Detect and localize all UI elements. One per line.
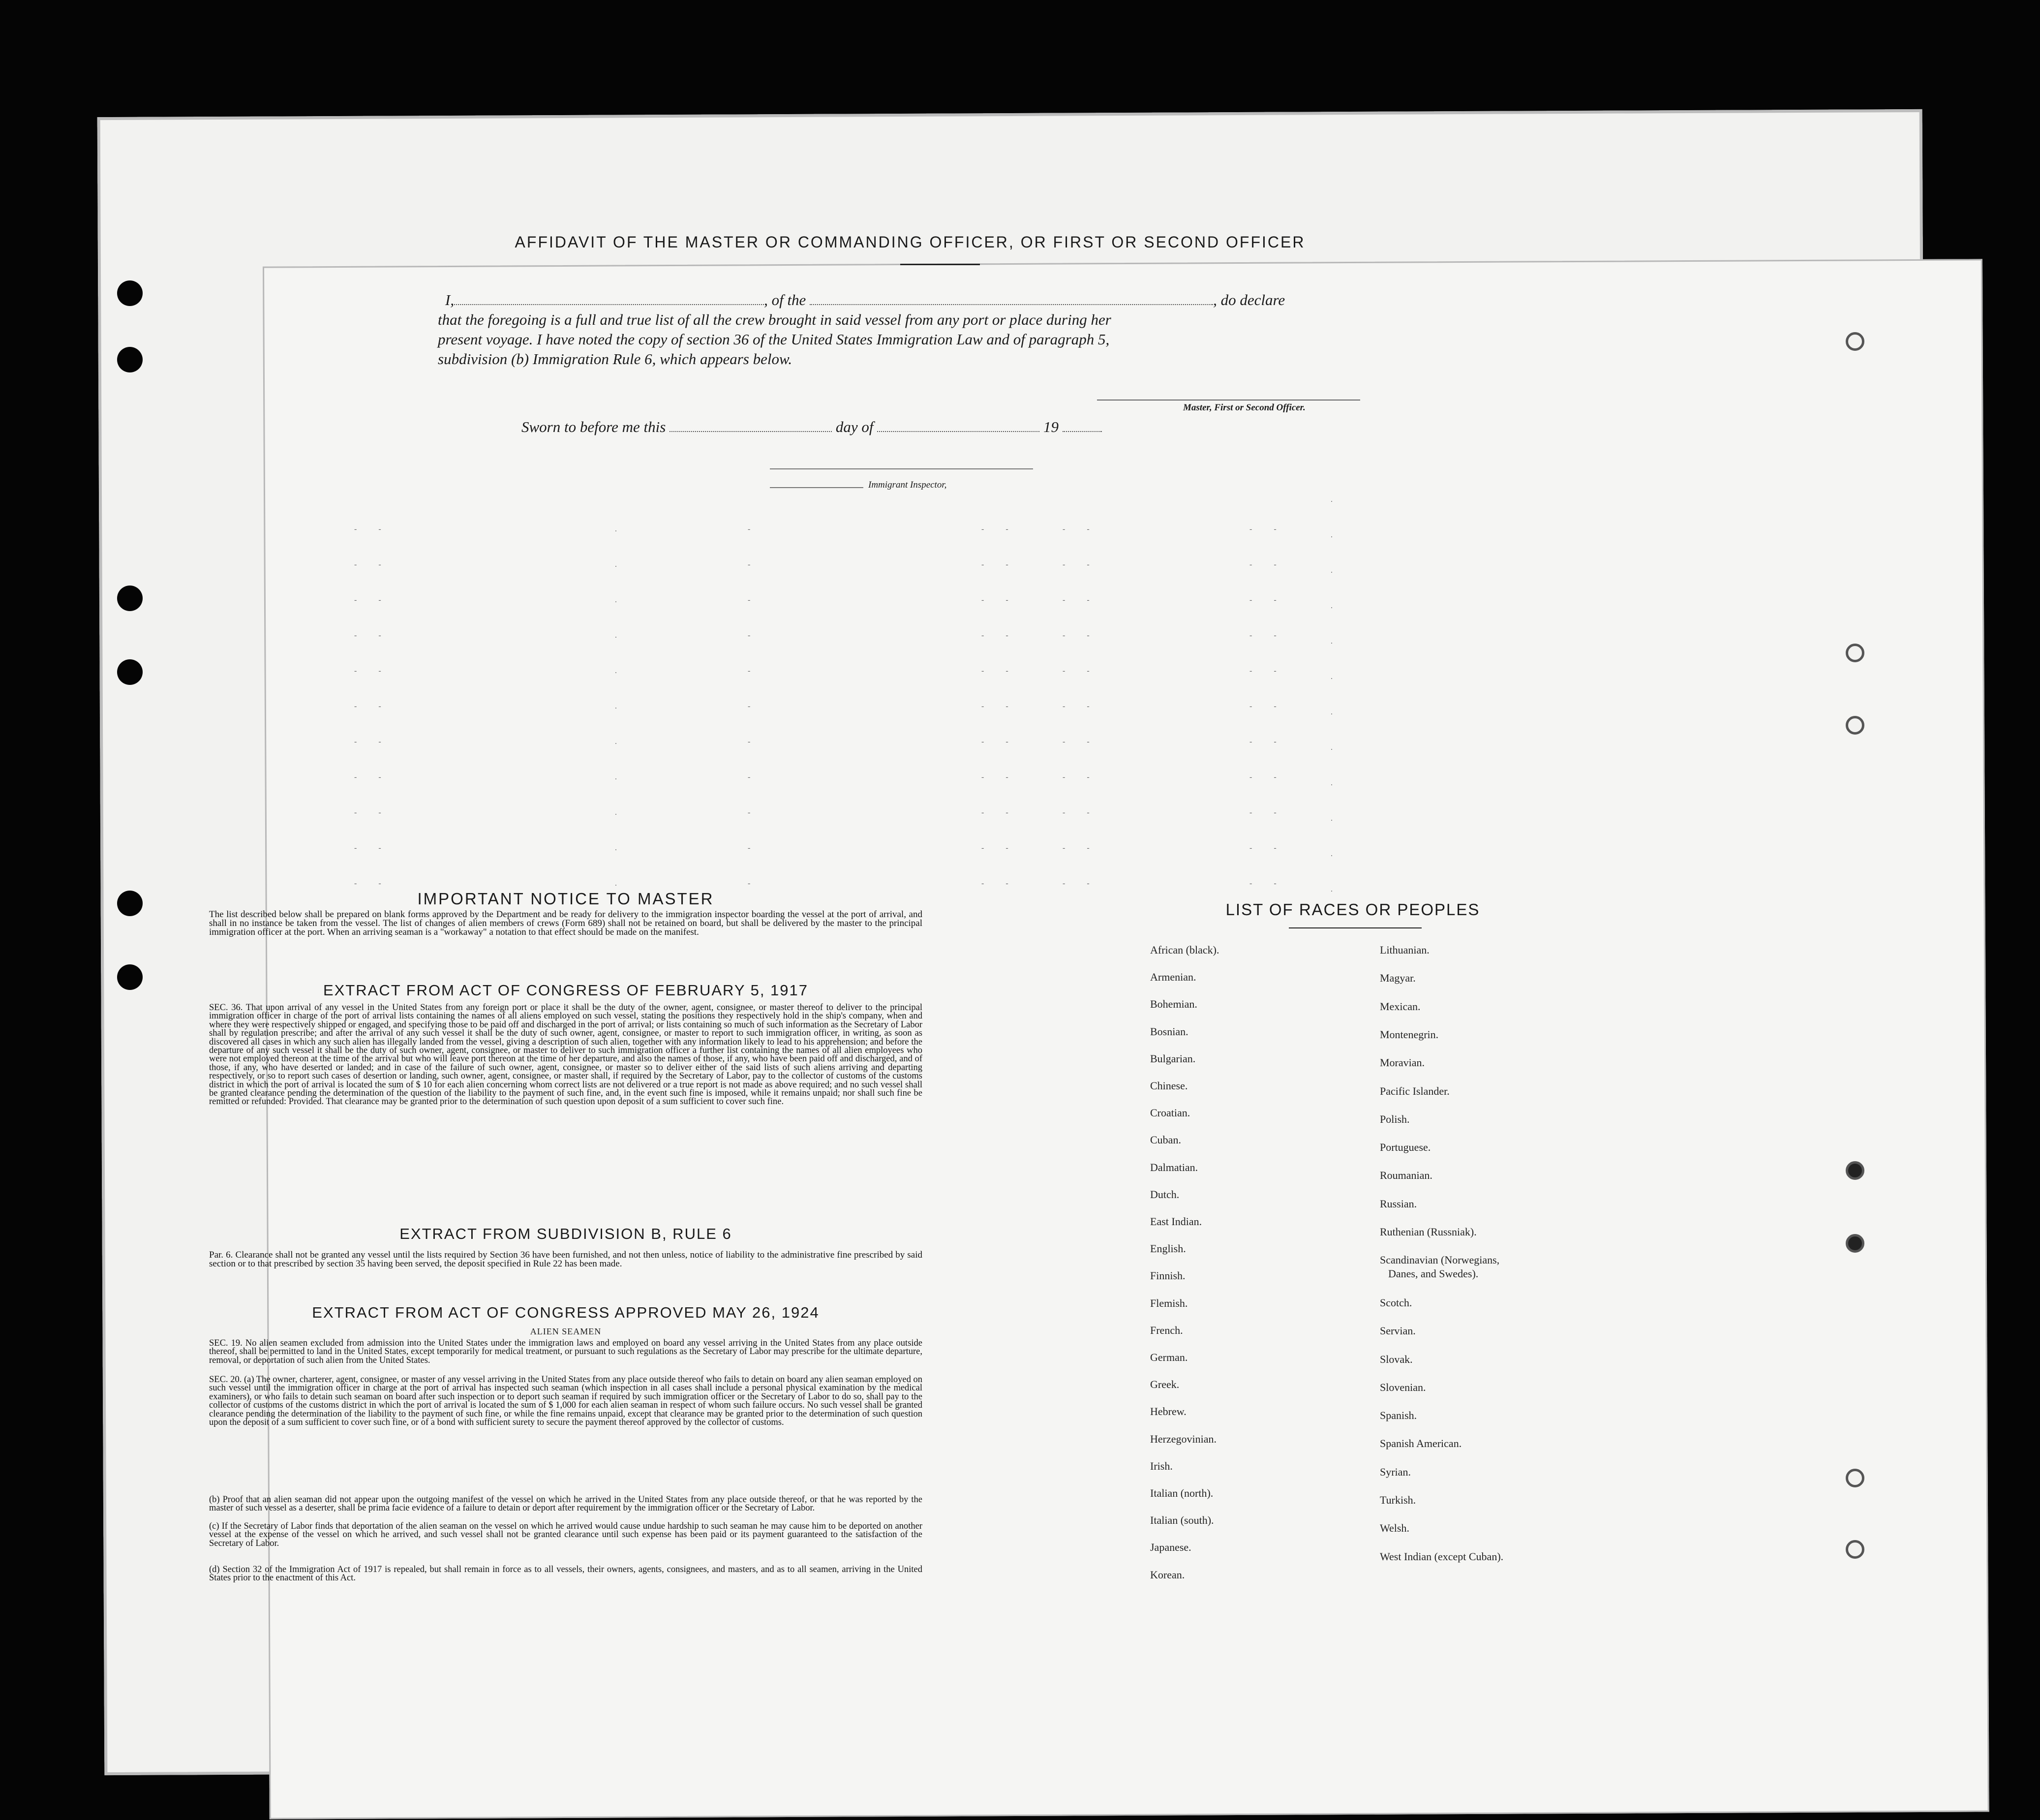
race-item: Greek. — [1150, 1378, 1180, 1391]
races-underline — [1289, 927, 1422, 928]
race-item: Mexican. — [1380, 1000, 1421, 1013]
binder-hole — [117, 964, 143, 990]
binder-hole — [117, 586, 143, 611]
eyelet — [1846, 1161, 1864, 1180]
race-item: Croatian. — [1150, 1107, 1190, 1119]
race-item: Dalmatian. — [1150, 1161, 1198, 1173]
eyelet — [1846, 332, 1864, 351]
extract-rule6-title: EXTRACT FROM SUBDIVISION B, RULE 6 — [399, 1225, 732, 1242]
title-underline — [900, 264, 980, 265]
race-item: Flemish. — [1150, 1296, 1188, 1309]
race-item: African (black). — [1150, 944, 1219, 956]
vessel-blank[interactable] — [810, 304, 1213, 305]
extract-1924-sec19: SEC. 19. No alien seamen excluded from admission into the United States under the immigration laws and employed on board any vessel arriving in the United States from any place outside thereof, shall be permitted to land in the United States, except temporarily for medical treatment, or pursuant to such regulations as the Secretary of Labor may prescribe for the ultimate departure, removal, or deportation of such alien from the United States. — [209, 1338, 922, 1365]
race-item: Ruthenian (Russniak). — [1380, 1226, 1477, 1238]
race-item: Bulgarian. — [1150, 1052, 1196, 1065]
inspector-short-line — [770, 487, 863, 488]
race-item: Korean. — [1150, 1568, 1185, 1581]
race-item: Bosnian. — [1150, 1025, 1188, 1038]
notice-title: IMPORTANT NOTICE TO MASTER — [417, 890, 714, 908]
extract-1924-sec20d: (d) Section 32 of the Immigration Act of 1917 is repealed, but shall remain in force as to all vessels, their owners, agents, consignees, and masters, and as to all seamen, arriving in the United States prior to the enactment of this Act. — [209, 1565, 922, 1583]
signature-caption: Master, First or Second Officer. — [1183, 402, 1306, 413]
extract-1924-sec20c: (c) If the Secretary of Labor finds that deportation of the alien seaman on the vessel on which he arrived would cause undue hardship to such seaman he may cause him to be deported on another vessel at the expense of the vessel on which he arrived, and such vessel shall not be granted clearance until such expense has been paid or its payment guaranteed to the satisfaction of the Secretary of Labor. — [209, 1521, 922, 1548]
race-item: Spanish. — [1380, 1409, 1417, 1422]
race-item: Polish. — [1380, 1112, 1410, 1125]
race-item: Japanese. — [1150, 1541, 1191, 1554]
extract-1917-body: SEC. 36. That upon arrival of any vessel in the United States from any foreign port or place it shall be the duty of the owner, agent, consignee, or master thereof to deliver to the principal immigration officer in charge of the port of arrival lists containing the names of all aliens employed on such vessel, stating the positions they respectively hold in the ship's company, when and where they were respectively shipped or engaged, and specifying those to be paid off and discharged in the port of arrival; or lists containing so much of such information as the Secretary of Labor shall by regulation prescribe; and after the arrival of any such vessel it shall be the duty of such owner, agent, consignee, or master to report to such immigration officer, in writing, as soon as discovered all cases in which any such alien has illegally landed from the vessel, giving a description of such alien, together with any information likely to lead to his apprehension; and before the departure of any such vessel it shall be the duty of such owner, agent, consignee, or master to deliver to such immigration officer a further list containing the names of all alien employees who were not employed thereon at the time of the arrival but who will leave port thereon at the time of her departure, and also the names of those, if any, who have been paid off and discharged, and of those, if any, who have deserted or landed; and in case of the failure of such owner, agent, consignee, or master so to deliver either of the said lists of such aliens arriving and departing respectively, or so to report such cases of desertion or landing, such owner, agent, consignee, or master shall, if required by the Secretary of Labor, pay to the collector of customs of the customs district in which the port of arrival is located the sum of $ 10 for each alien concerning whom correct lists are not delivered or a true report is not made as above required; and no such vessel shall be granted clearance pending the determination of the question of the liability to the payment of such fine, and, in the event such fine is imposed, while it remains unpaid; nor shall such fine be remitted or refunded: Provided. That clearance may be granted prior to the determination of such question upon deposit of a sum sufficient to cover such fine. — [209, 1003, 922, 1107]
faded-manifest-columns: - - - - - - - - - - - - - - - - - - - - - - . . . . . . . . . . . - - - - - - - - - - - - - - - - - - - - - - - - - - - - - - - - - - - - - - - - - - - - - - - - - - - - - - - - - - - - - - - - - - - - - - - - - - - - - . . . . . . . . . . . . — [354, 495, 1342, 894]
race-item: Scotch. — [1380, 1296, 1412, 1309]
eyelet — [1846, 716, 1864, 735]
binder-hole — [117, 891, 143, 916]
sworn-month-blank[interactable] — [877, 431, 1039, 432]
affidavit-line-2: that the foregoing is a full and true list of all the crew brought in said vessel from any port or place during her — [438, 311, 1111, 328]
binder-hole — [117, 280, 143, 306]
notice-body: The list described below shall be prepared on blank forms approved by the Department and be ready for delivery to the immigration inspector boarding the vessel at the port of arrival, and shall in no instance be taken from the vessel. The list of changes of alien members of crews (Form 689) shall not be retained on board, but shall be delivered by the master to the principal immigration officer at the port. When an arriving seaman is a "workaway" a notation to that effect should be made on the manifest. — [209, 909, 922, 937]
extract-1924-sec20b: (b) Proof that an alien seaman did not appear upon the outgoing manifest of the vessel on which he arrived in the United States from any place outside thereof, or that he was reported by the master of such vessel as a deserter, shall be prima facie evidence of a failure to detain or deport after requirement by the immigration officer or the Secretary of Labor. — [209, 1495, 922, 1513]
signature-line[interactable] — [1097, 400, 1360, 401]
race-item: Portuguese. — [1380, 1141, 1431, 1154]
inspector-caption: Immigrant Inspector, — [868, 480, 947, 490]
binder-hole — [117, 347, 143, 372]
binder-hole — [117, 659, 143, 685]
affidavit-title: AFFIDAVIT OF THE MASTER OR COMMANDING OFFICER, OR FIRST OR SECOND OFFICER — [515, 233, 1306, 251]
name-blank[interactable] — [454, 304, 764, 305]
race-item: English. — [1150, 1242, 1186, 1255]
race-item: Hebrew. — [1150, 1405, 1187, 1418]
affidavit-line-3: present voyage. I have noted the copy of section 36 of the United States Immigration Law and of paragraph 5, — [438, 331, 1110, 348]
extract-1924-title: EXTRACT FROM ACT OF CONGRESS APPROVED MAY 26, 1924 — [312, 1304, 820, 1321]
race-item: Danes, and Swedes). — [1388, 1267, 1479, 1280]
race-item: Bohemian. — [1150, 998, 1197, 1011]
race-item: Italian (north). — [1150, 1487, 1214, 1499]
races-title: LIST OF RACES OR PEOPLES — [1225, 900, 1480, 919]
race-item: Armenian. — [1150, 971, 1196, 984]
race-item: Servian. — [1380, 1325, 1416, 1337]
extract-1917-title: EXTRACT FROM ACT OF CONGRESS OF FEBRUARY 5, 1917 — [323, 982, 809, 999]
race-item: Moravian. — [1380, 1056, 1425, 1069]
race-item: Scandinavian (Norwegians, — [1380, 1254, 1500, 1266]
sworn-year-blank[interactable] — [1063, 431, 1102, 432]
race-item: Magyar. — [1380, 972, 1416, 985]
eyelet — [1846, 1234, 1864, 1253]
race-item: Italian (south). — [1150, 1514, 1214, 1527]
extract-1924-subtitle: ALIEN SEAMEN — [530, 1326, 602, 1336]
race-item: Chinese. — [1150, 1080, 1188, 1092]
race-item: Spanish American. — [1380, 1437, 1462, 1450]
race-item: Cuban. — [1150, 1134, 1181, 1146]
race-item: Lithuanian. — [1380, 944, 1430, 956]
race-item: Welsh. — [1380, 1522, 1409, 1535]
race-item: Roumanian. — [1380, 1169, 1432, 1182]
race-item: Russian. — [1380, 1197, 1417, 1210]
race-item: Pacific Islander. — [1380, 1084, 1450, 1097]
race-item: Turkish. — [1380, 1494, 1416, 1506]
race-item: Dutch. — [1150, 1188, 1180, 1201]
extract-1924-sec20a: SEC. 20. (a) The owner, charterer, agent, consignee, or master of any vessel arriving in the United States from any place outside thereof who fails to detain on board any alien seaman employed on such vessel until the immigration officer in charge at the port of arrival has inspected such seaman (which inspection in all cases shall include a personal physical examination by the medical examiners), or who fails to detain such seaman on board after such inspection or to deport such seaman if required by such immigration officer or the Secretary of Labor to do so, shall pay to the collector of customs of the customs district in which the port of arrival is located the sum of $ 1,000 for each alien seaman in respect of whom such failure occurs. No such vessel shall be granted clearance pending the determination of the liability to the payment of such fine, or while the fine remains unpaid, except that clearance may be granted prior to the determination of such question upon the deposit of a sum sufficient to cover such fine, or of a bond with sufficient surety to secure the payment thereof approved by the collector of customs. — [209, 1375, 922, 1428]
sworn-line: Sworn to before me this day of 19 — [521, 417, 1102, 437]
race-item: East Indian. — [1150, 1215, 1202, 1228]
eyelet — [1846, 1540, 1864, 1559]
race-item: Slovak. — [1380, 1353, 1413, 1365]
race-item: Syrian. — [1380, 1465, 1411, 1478]
race-item: Finnish. — [1150, 1269, 1186, 1282]
extract-rule6-body: Par. 6. Clearance shall not be granted any vessel until the lists required by Section 36 have been furnished, and not then unless, notice of liability to the administrative fine prescribed by said section or to that prescribed by section 35 having been served, the deposit specified in Rule 22 has been made. — [209, 1250, 922, 1269]
inspector-signature-line[interactable] — [770, 468, 1033, 469]
race-item: Irish. — [1150, 1459, 1173, 1472]
affidavit-line-4: subdivision (b) Immigration Rule 6, which appears below. — [438, 350, 792, 368]
race-item: Slovenian. — [1380, 1381, 1426, 1393]
race-item: French. — [1150, 1324, 1183, 1336]
race-item: German. — [1150, 1351, 1188, 1363]
eyelet — [1846, 644, 1864, 662]
race-item: West Indian (except Cuban). — [1380, 1550, 1504, 1563]
eyelet — [1846, 1469, 1864, 1487]
race-item: Montenegrin. — [1380, 1028, 1439, 1041]
sworn-day-blank[interactable] — [670, 431, 832, 432]
affidavit-line-1: I, , of the , do declare — [445, 291, 1285, 308]
race-item: Herzegovinian. — [1150, 1432, 1217, 1445]
